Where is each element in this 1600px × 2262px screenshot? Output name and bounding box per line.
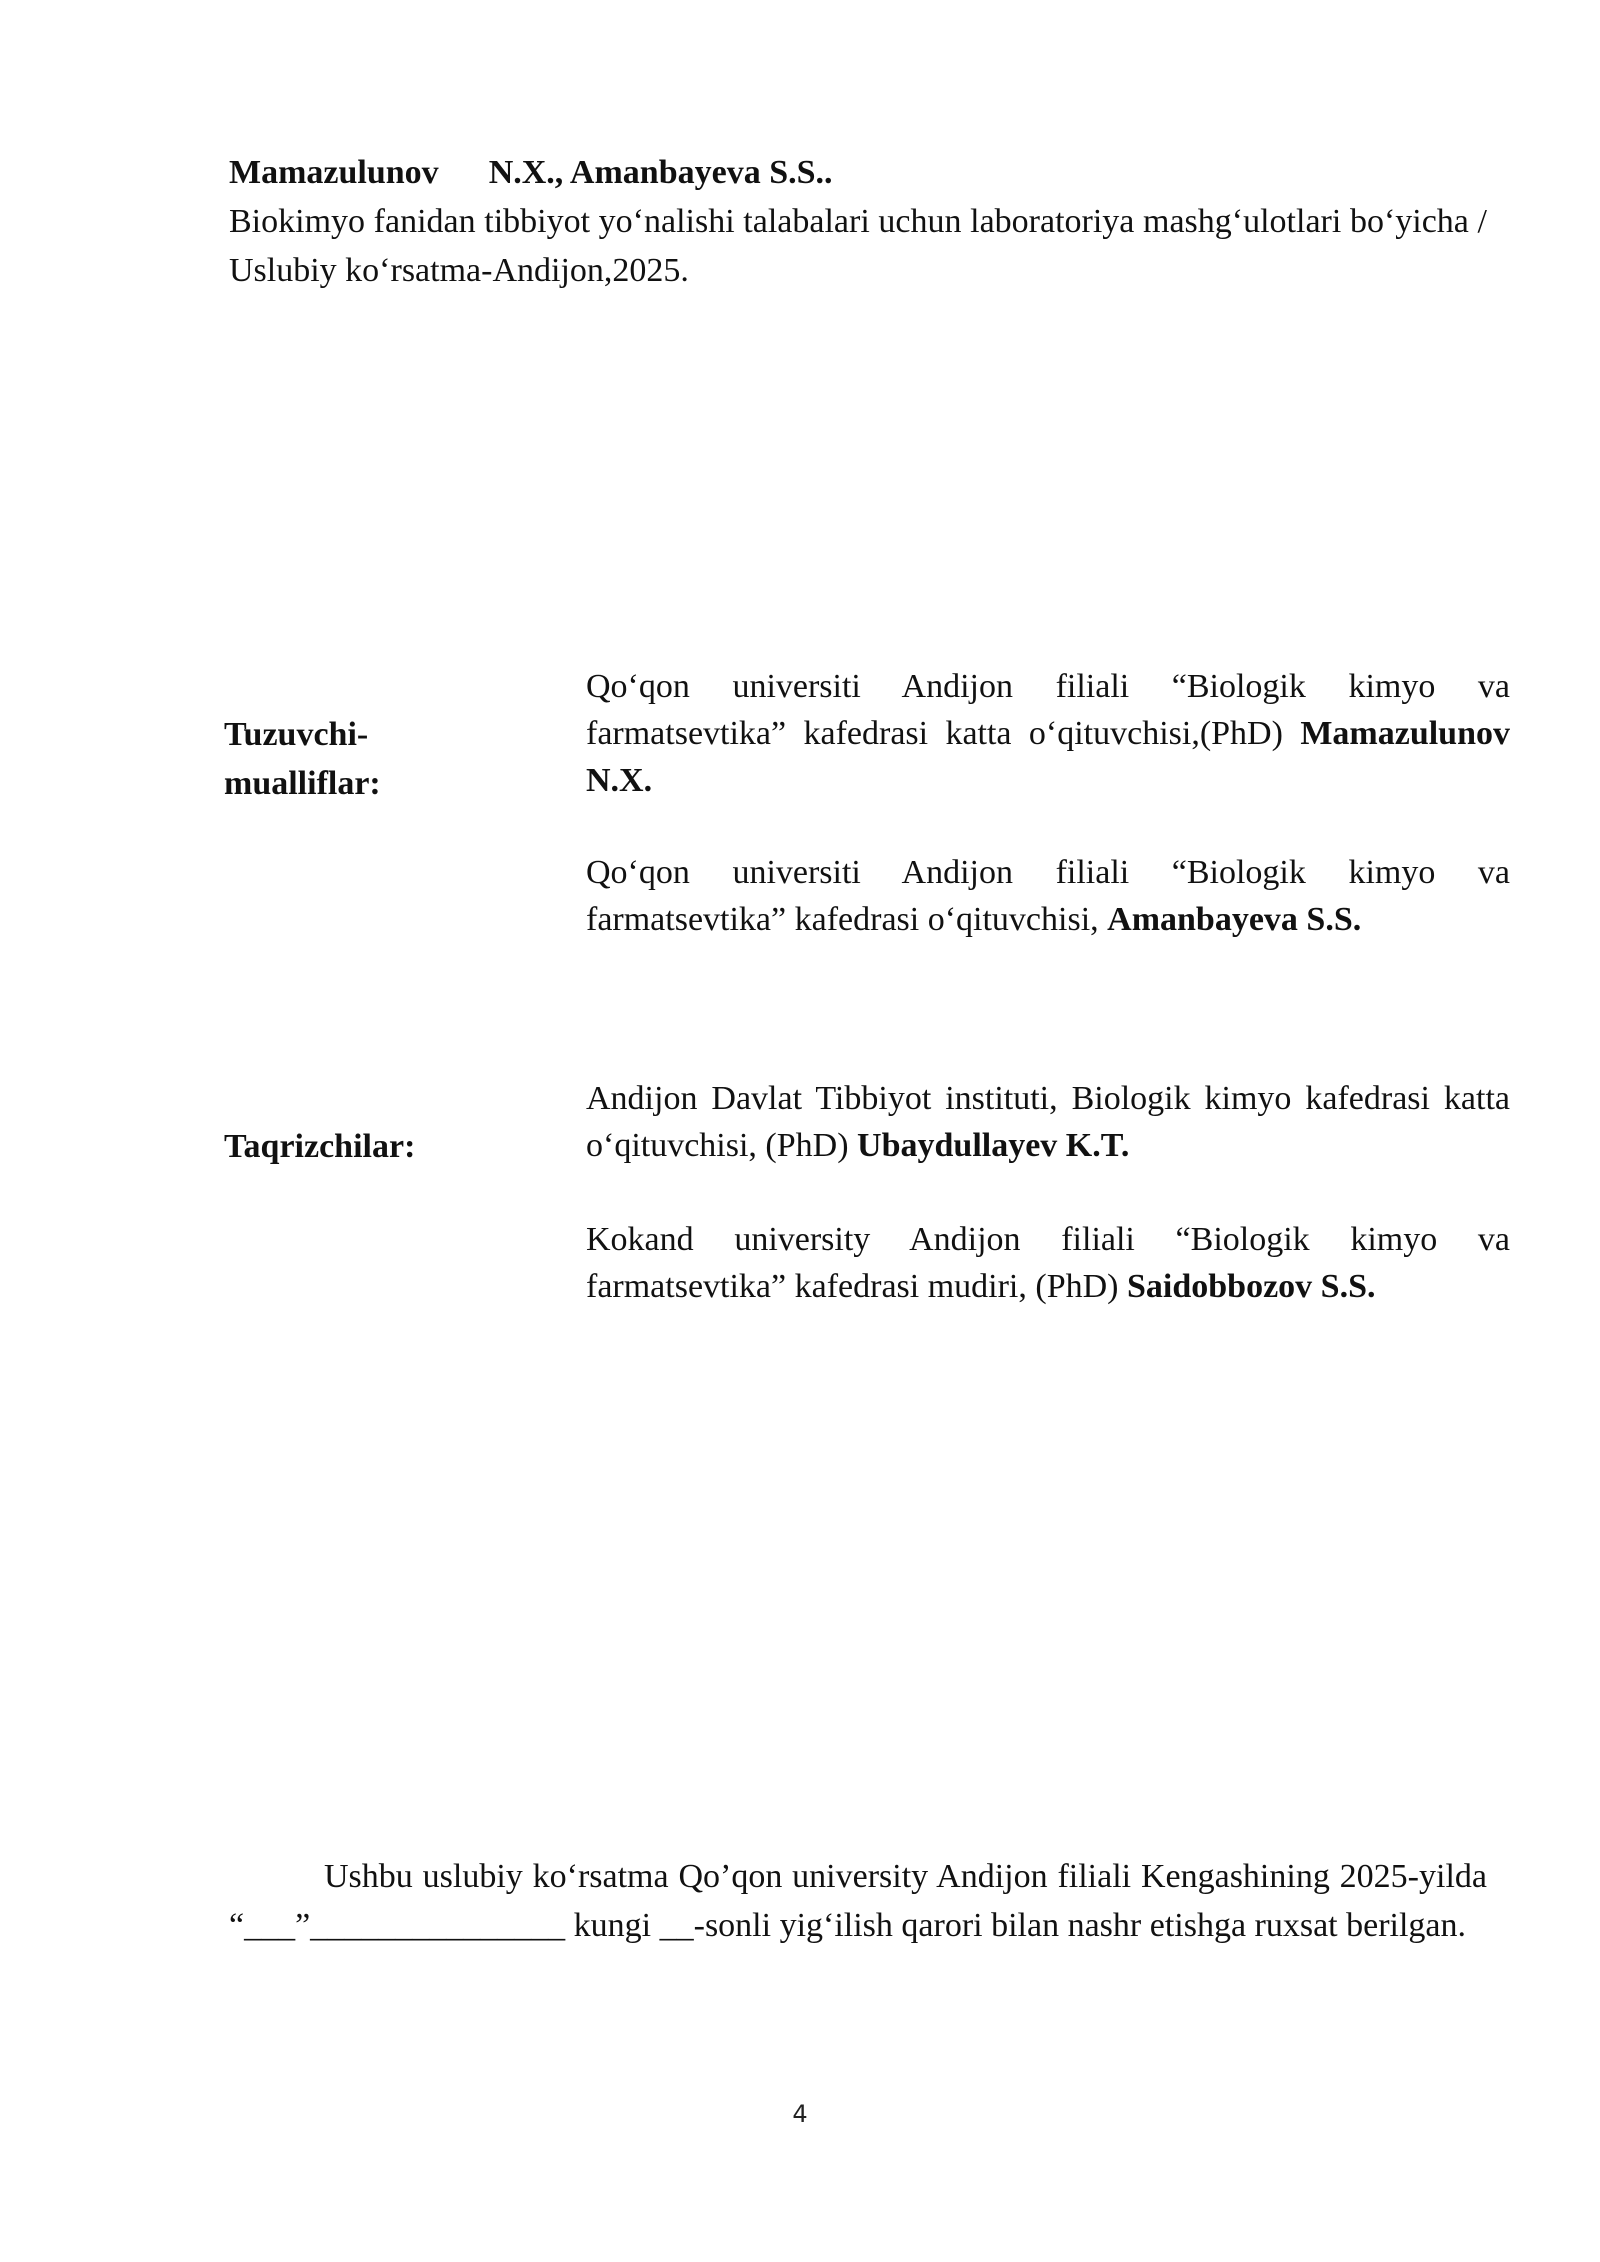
- compiler-1-name: Mamazulunov N.X.: [586, 715, 1510, 799]
- author-surname: Mamazulunov: [229, 154, 439, 191]
- reviewer-entry-2: [586, 1216, 1510, 1310]
- author-initials: N.X., Amanbayeva S.S..: [488, 154, 833, 191]
- page-number: 4: [792, 2100, 808, 2128]
- reviewers-label: Taqrizchilar:: [224, 1128, 416, 1165]
- compilers-label-line2: mualliflar:: [224, 765, 381, 802]
- authors-line: [229, 148, 1487, 197]
- reviewer-entry-1: [586, 1075, 1510, 1169]
- approval-text: Ushbu uslubiy ko‘rsatma Qo’qon university Andijon filiali Kengashining 2025-yilda “___”_______________ kungi __-sonli yig‘ilish qarori bilan nashr etishga ruxsat berilgan.: [229, 1858, 1487, 1944]
- compiler-entry-2: [586, 849, 1510, 943]
- compiler-1-affiliation: Qo‘qon universiti Andijon filiali “Biologik kimyo va farmatsevtika” kafedrasi katta o‘qituvchisi,(PhD): [586, 668, 1510, 752]
- reviewer-1-affiliation: Andijon Davlat Tibbiyot instituti, Biologik kimyo kafedrasi katta o‘qituvchisi, (PhD): [586, 1080, 1510, 1164]
- reviewer-1-name: Ubaydullayev K.T.: [857, 1127, 1130, 1164]
- compilers-label: [224, 710, 381, 808]
- compiler-entry-1: [586, 663, 1510, 804]
- compiler-2-name: Amanbayeva S.S.: [1107, 901, 1362, 938]
- reviewer-2-name: Saidobbozov S.S.: [1126, 1268, 1376, 1305]
- reviewer-2-affiliation: Kokand university Andijon filiali “Biologik kimyo va farmatsevtika” kafedrasi mudiri, (PhD): [586, 1221, 1510, 1305]
- compiler-2-affiliation: Qo‘qon universiti Andijon filiali “Biologik kimyo va farmatsevtika” kafedrasi o‘qituvchisi,: [586, 854, 1510, 938]
- bibliographic-header: [229, 148, 1487, 295]
- compilers-label-line1: Tuzuvchi-: [224, 716, 369, 753]
- approval-note: [229, 1852, 1487, 1950]
- document-description: Biokimyo fanidan tibbiyot yo‘nalishi talabalari uchun laboratoriya mashg‘ulotlari bo‘yicha / Uslubiy ko‘rsatma-Andijon,2025.: [229, 203, 1487, 289]
